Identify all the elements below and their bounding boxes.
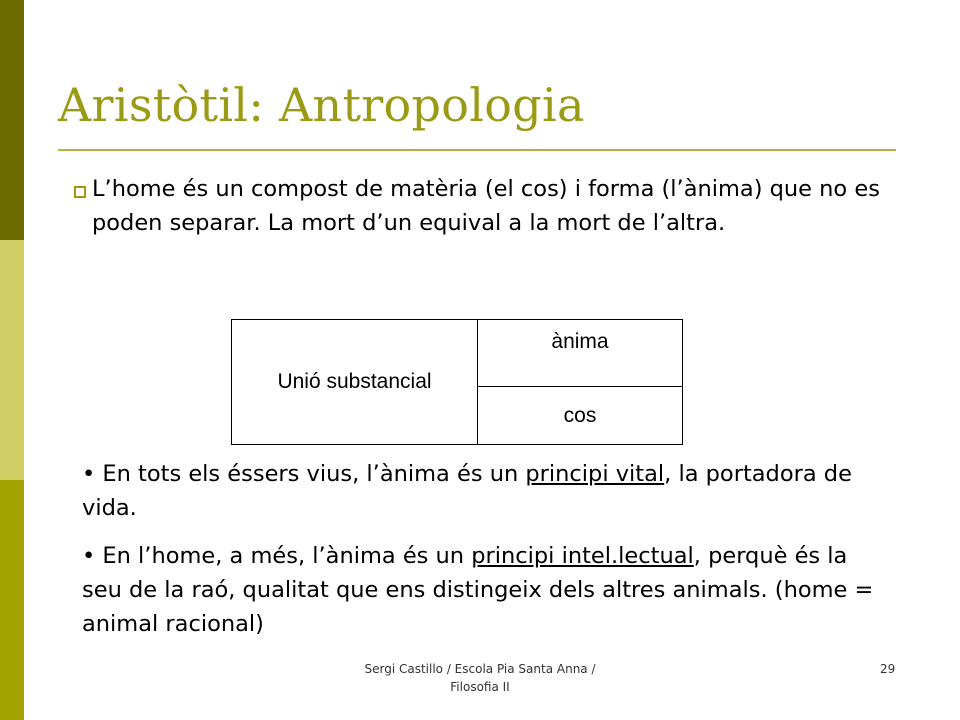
point-intellectual — [82, 539, 882, 641]
point-intellectual-before: • En l’home, a més, l’ànima és un — [82, 543, 472, 569]
footer-line1: Sergi Castillo / Escola Pia Santa Anna / — [364, 662, 596, 676]
union-table — [231, 319, 683, 445]
decor-bar-middle — [0, 240, 24, 480]
points-block — [82, 457, 882, 655]
footer-credit — [330, 660, 630, 696]
page-number: 29 — [880, 662, 896, 676]
decor-bar-top — [0, 0, 24, 240]
point-vital — [82, 457, 882, 525]
term-vital: principi vital — [525, 461, 665, 487]
point-vital-after: , la portadora de vida. — [82, 461, 852, 521]
soul-cell: ànima — [478, 320, 683, 387]
slide-title: Aristòtil: Antropologia — [58, 78, 585, 132]
point-intellectual-after: , perquè és la seu de la raó, qualitat que ens distingeix dels altres animals. (home = animal racional) — [82, 543, 874, 637]
union-label-cell: Unió substancial — [232, 320, 478, 445]
point-vital-before: • En tots els éssers vius, l’ànima és un — [82, 461, 526, 487]
square-bullet-icon — [74, 186, 86, 198]
main-bullet-text: L’home és un compost de matèria (el cos) i forma (l’ànima) que no es poden separar. La mort d’un equival a la mort de l’altra. — [92, 176, 880, 236]
footer-line2: Filosofia II — [450, 680, 510, 694]
term-intellectual: principi intel.lectual — [471, 543, 694, 569]
title-underline — [58, 149, 896, 151]
decor-bar-bottom — [0, 480, 24, 720]
body-cell: cos — [478, 387, 683, 445]
